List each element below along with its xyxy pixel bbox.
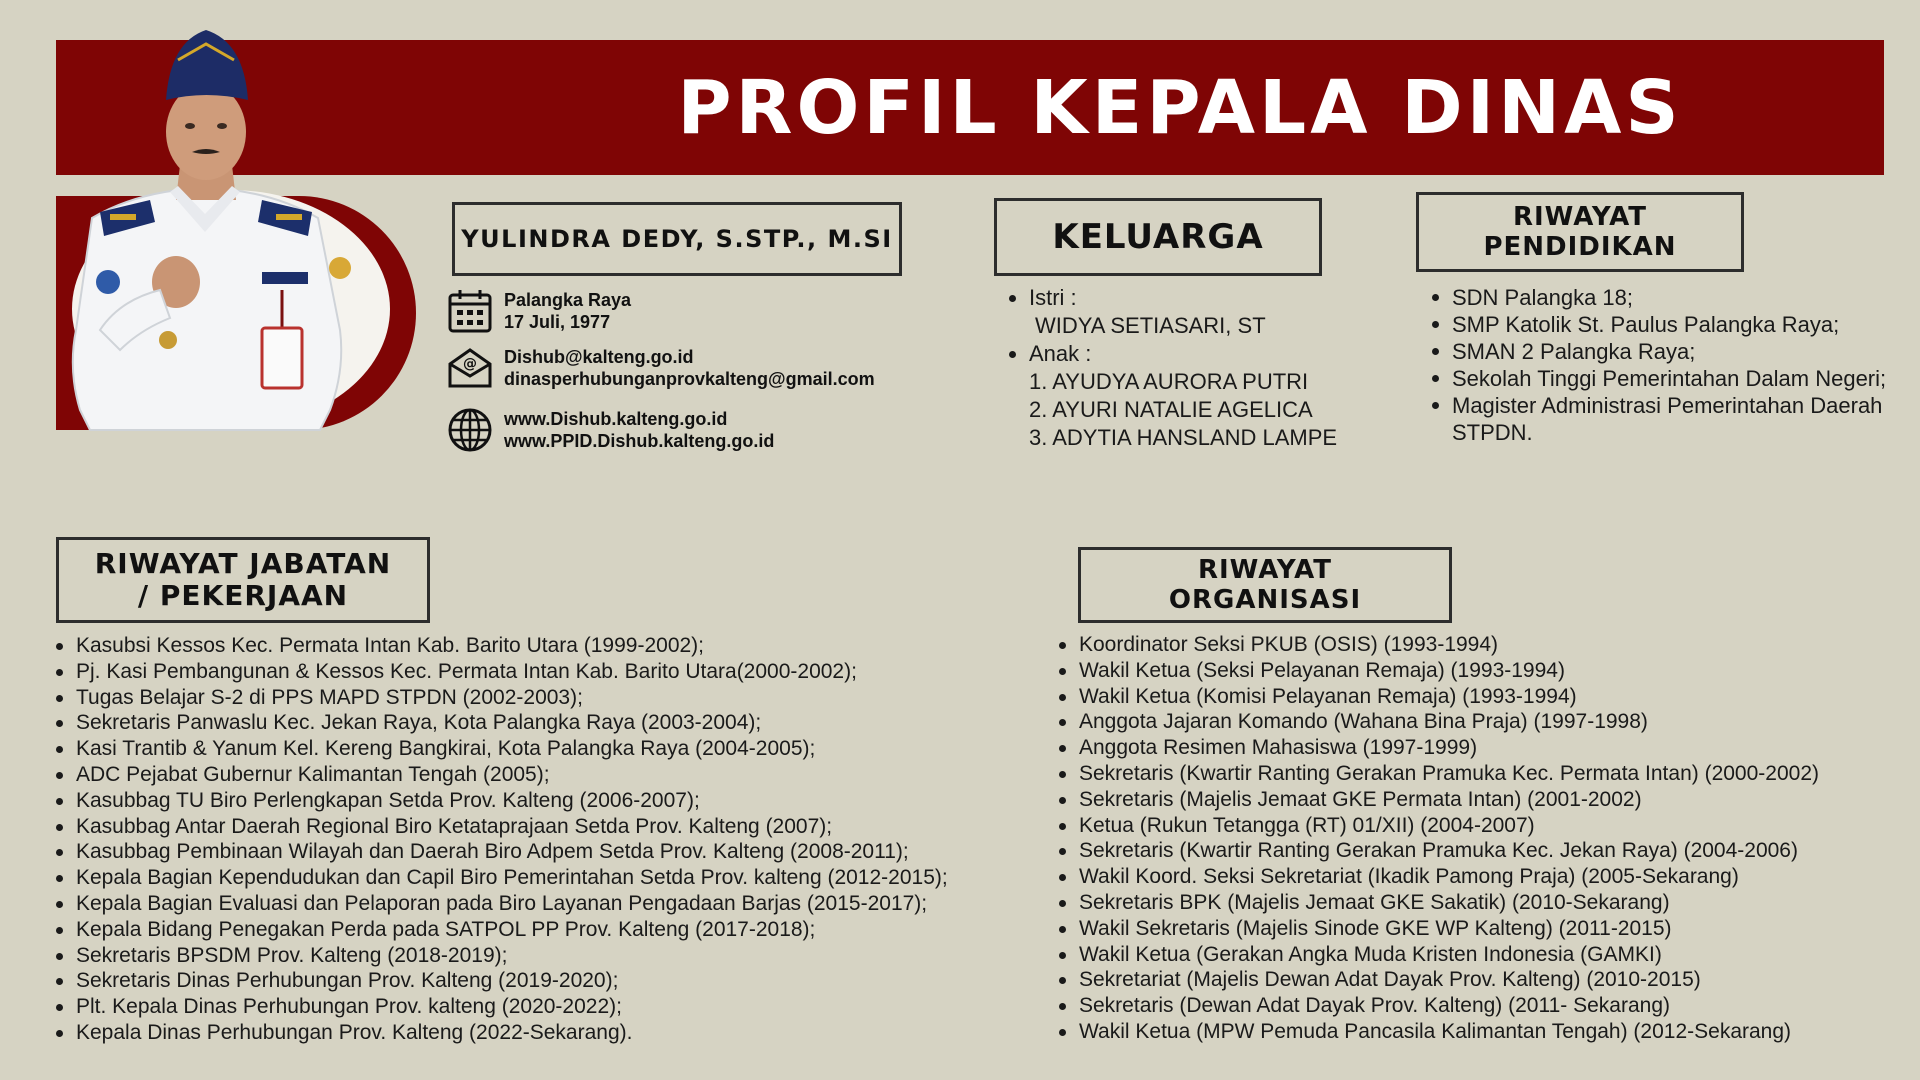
email-link-1[interactable]: Dishub@kalteng.go.id [504,347,694,367]
organisasi-heading-line1: RIWAYAT [1197,555,1333,585]
list-item: Wakil Koord. Seksi Sekretariat (Ikadik Pamong Praja) (2005-Sekarang) [1055,864,1915,890]
globe-icon [446,406,494,454]
list-item: Kasubbag Antar Daerah Regional Biro Ketataprajaan Setda Prov. Kalteng (2007); [52,814,1052,840]
list-item: Kasubbag Pembinaan Wilayah dan Daerah Biro Adpem Setda Prov. Kalteng (2008-2011); [52,839,1052,865]
email-link-2[interactable]: dinasperhubunganprovkalteng@gmail.com [504,369,875,389]
list-item: Kepala Bagian Kependudukan dan Capil Biro Pemerintahan Setda Prov. kalteng (2012-2015); [52,865,1052,891]
pendidikan-heading-line2: PENDIDIKAN [1483,232,1677,262]
portrait-photo [0,0,420,440]
website-link-2[interactable]: www.PPID.Dishub.kalteng.go.id [504,431,775,451]
list-item [1005,284,1337,340]
birth-info [446,287,631,335]
email-info [446,344,875,392]
list-item: Tugas Belajar S-2 di PPS MAPD STPDN (2002-2003); [52,685,1052,711]
keluarga-heading: KELUARGA [1052,217,1264,257]
jabatan-heading-box [56,537,430,623]
list-item: Sekretaris BPSDM Prov. Kalteng (2018-2019); [52,943,1052,969]
list-item: Wakil Sekretaris (Majelis Sinode GKE WP Kalteng) (2011-2015) [1055,916,1915,942]
organisasi-heading-box [1078,547,1452,623]
list-item: Kasubsi Kessos Kec. Permata Intan Kab. Barito Utara (1999-2002); [52,633,1052,659]
career-list [52,633,1052,1046]
list-item: Sekretaris (Kwartir Ranting Gerakan Pramuka Kec. Permata Intan) (2000-2002) [1055,761,1915,787]
list-item: Ketua (Rukun Tetangga (RT) 01/XII) (2004-2007) [1055,813,1915,839]
jabatan-heading-line1: RIWAYAT JABATAN [94,547,392,580]
list-item: Kepala Dinas Perhubungan Prov. Kalteng (2022-Sekarang). [52,1020,1052,1046]
list-item: Sekretariat (Majelis Dewan Adat Dayak Prov. Kalteng) (2010-2015) [1055,967,1915,993]
website-link-1[interactable]: www.Dishub.kalteng.go.id [504,409,728,429]
list-item: Sekretaris Dinas Perhubungan Prov. Kalteng (2019-2020); [52,968,1052,994]
pendidikan-heading-box [1416,192,1744,272]
list-item: Wakil Ketua (Komisi Pelayanan Remaja) (1993-1994) [1055,684,1915,710]
name-box [452,202,902,276]
pendidikan-heading-line1: RIWAYAT [1512,202,1648,232]
list-item: Sekretaris BPK (Majelis Jemaat GKE Sakatik) (2010-Sekarang) [1055,890,1915,916]
website-info [446,406,774,454]
spouse-label: Istri : [1029,285,1077,310]
list-item: Magister Administrasi Pemerintahan Daerah STPDN. [1428,392,1898,446]
svg-text:@: @ [463,356,477,372]
list-item: Wakil Ketua (MPW Pemuda Pancasila Kalimantan Tengah) (2012-Sekarang) [1055,1019,1915,1045]
list-item: Plt. Kepala Dinas Perhubungan Prov. kalteng (2020-2022); [52,994,1052,1020]
list-item: Wakil Ketua (Gerakan Angka Muda Kristen Indonesia (GAMKI) [1055,942,1915,968]
list-item: Sekretaris (Majelis Jemaat GKE Permata Intan) (2001-2002) [1055,787,1915,813]
email-icon [446,344,494,392]
list-item: ADC Pejabat Gubernur Kalimantan Tengah (2005); [52,762,1052,788]
children-label: Anak : [1029,341,1092,366]
organization-list [1055,632,1915,1045]
organisasi-heading-line2: ORGANISASI [1168,585,1362,615]
list-item: Kepala Bagian Evaluasi dan Pelaporan pada Biro Layanan Pengadaan Barjas (2015-2017); [52,891,1052,917]
list-item: Sekretaris (Kwartir Ranting Gerakan Pramuka Kec. Jekan Raya) (2004-2006) [1055,838,1915,864]
person-name: YULINDRA DEDY, S.STP., M.SI [461,225,893,253]
list-item: Anggota Jajaran Komando (Wahana Bina Praja) (1997-1998) [1055,709,1915,735]
list-item: Kepala Bidang Penegakan Perda pada SATPOL PP Prov. Kalteng (2017-2018); [52,917,1052,943]
calendar-icon [446,287,494,335]
child-item: 3. ADYTIA HANSLAND LAMPE [1029,425,1338,450]
list-item: Sekretaris (Dewan Adat Dayak Prov. Kalteng) (2011- Sekarang) [1055,993,1915,1019]
jabatan-heading-line2: / PEKERJAAN [137,579,349,612]
list-item: Kasubbag TU Biro Perlengkapan Setda Prov. Kalteng (2006-2007); [52,788,1052,814]
list-item: Kasi Trantib & Yanum Kel. Kereng Bangkirai, Kota Palangka Raya (2004-2005); [52,736,1052,762]
list-item: Koordinator Seksi PKUB (OSIS) (1993-1994) [1055,632,1915,658]
list-item [1005,340,1337,452]
list-item: Sekretaris Panwaslu Kec. Jekan Raya, Kota Palangka Raya (2003-2004); [52,710,1052,736]
list-item: SDN Palangka 18; [1428,284,1898,311]
list-item: SMAN 2 Palangka Raya; [1428,338,1898,365]
keluarga-heading-box [994,198,1322,276]
list-item: Pj. Kasi Pembangunan & Kessos Kec. Permata Intan Kab. Barito Utara(2000-2002); [52,659,1052,685]
spouse-name: WIDYA SETIASARI, ST [1035,313,1266,338]
list-item: Wakil Ketua (Seksi Pelayanan Remaja) (1993-1994) [1055,658,1915,684]
page-title: PROFIL KEPALA DINAS [677,64,1683,151]
education-list [1428,284,1898,446]
child-item: 2. AYURI NATALIE AGELICA [1029,397,1313,422]
birth-place: Palangka Raya [504,290,632,310]
list-item: Sekolah Tinggi Pemerintahan Dalam Negeri; [1428,365,1898,392]
family-list [1005,284,1337,452]
list-item: SMP Katolik St. Paulus Palangka Raya; [1428,311,1898,338]
list-item: Anggota Resimen Mahasiswa (1997-1999) [1055,735,1915,761]
birth-date: 17 Juli, 1977 [504,312,611,332]
child-item: 1. AYUDYA AURORA PUTRI [1029,369,1309,394]
